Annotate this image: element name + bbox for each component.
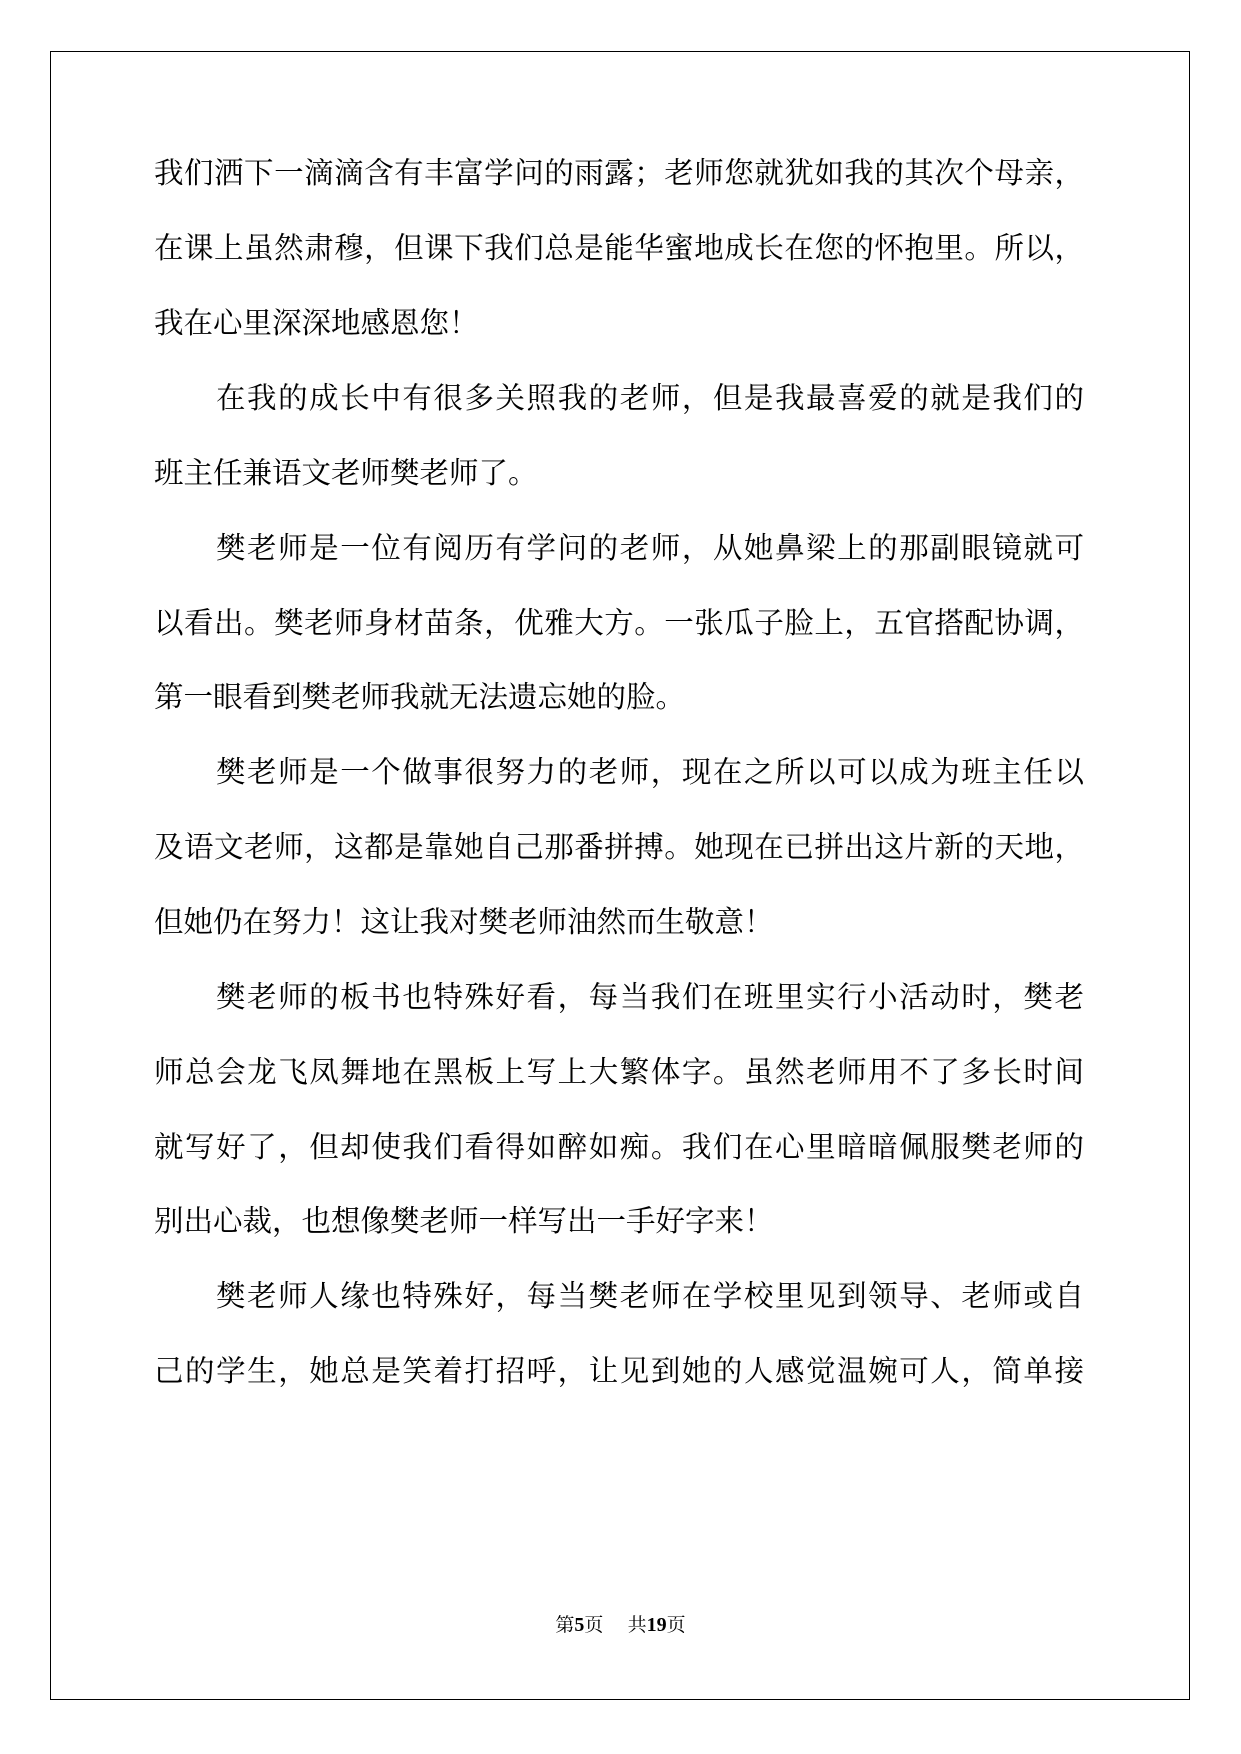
- text-line: 在课上虽然肃穆，但课下我们总是能华蜜地成长在您的怀抱里。所以，: [154, 231, 1084, 265]
- text-line: 及语文老师，这都是靠她自己那番拼搏。她现在已拼出这片新的天地，: [154, 830, 1084, 864]
- page-number-footer: [0, 1612, 1241, 1638]
- text-line: 以看出。樊老师身材苗条，优雅大方。一张瓜子脸上，五官搭配协调，: [154, 606, 1084, 640]
- footer-prefix: 第: [555, 1614, 575, 1636]
- current-page-number: 5: [574, 1614, 585, 1636]
- footer-suffix: 页: [666, 1614, 686, 1636]
- text-line: 我在心里深深地感恩您！: [154, 306, 479, 340]
- text-line: 樊老师是一个做事很努力的老师，现在之所以可以成为班主任以: [216, 755, 1084, 789]
- text-line: 师总会龙飞凤舞地在黑板上写上大繁体字。虽然老师用不了多长时间: [154, 1055, 1084, 1089]
- text-line: 樊老师人缘也特殊好，每当樊老师在学校里见到领导、老师或自: [216, 1279, 1084, 1313]
- text-line: 别出心裁，也想像樊老师一样写出一手好字来！: [154, 1204, 774, 1238]
- text-line: 在我的成长中有很多关照我的老师，但是我最喜爱的就是我们的: [216, 381, 1084, 415]
- text-line: 第一眼看到樊老师我就无法遗忘她的脸。: [154, 680, 686, 714]
- text-line: 就写好了，但却使我们看得如醉如痴。我们在心里暗暗佩服樊老师的: [154, 1130, 1084, 1164]
- text-line: 樊老师的板书也特殊好看，每当我们在班里实行小活动时，樊老: [216, 980, 1084, 1014]
- text-line: 但她仍在努力！这让我对樊老师油然而生敬意！: [154, 905, 774, 939]
- footer-middle: 页 共: [584, 1614, 647, 1636]
- text-line: 我们洒下一滴滴含有丰富学问的雨露；老师您就犹如我的其次个母亲，: [154, 156, 1084, 190]
- text-line: 己的学生，她总是笑着打招呼，让见到她的人感觉温婉可人，简单接: [154, 1354, 1084, 1388]
- total-pages-number: 19: [646, 1614, 667, 1636]
- text-line: 樊老师是一位有阅历有学问的老师，从她鼻梁上的那副眼镜就可: [216, 531, 1084, 565]
- text-line: 班主任兼语文老师樊老师了。: [154, 456, 538, 490]
